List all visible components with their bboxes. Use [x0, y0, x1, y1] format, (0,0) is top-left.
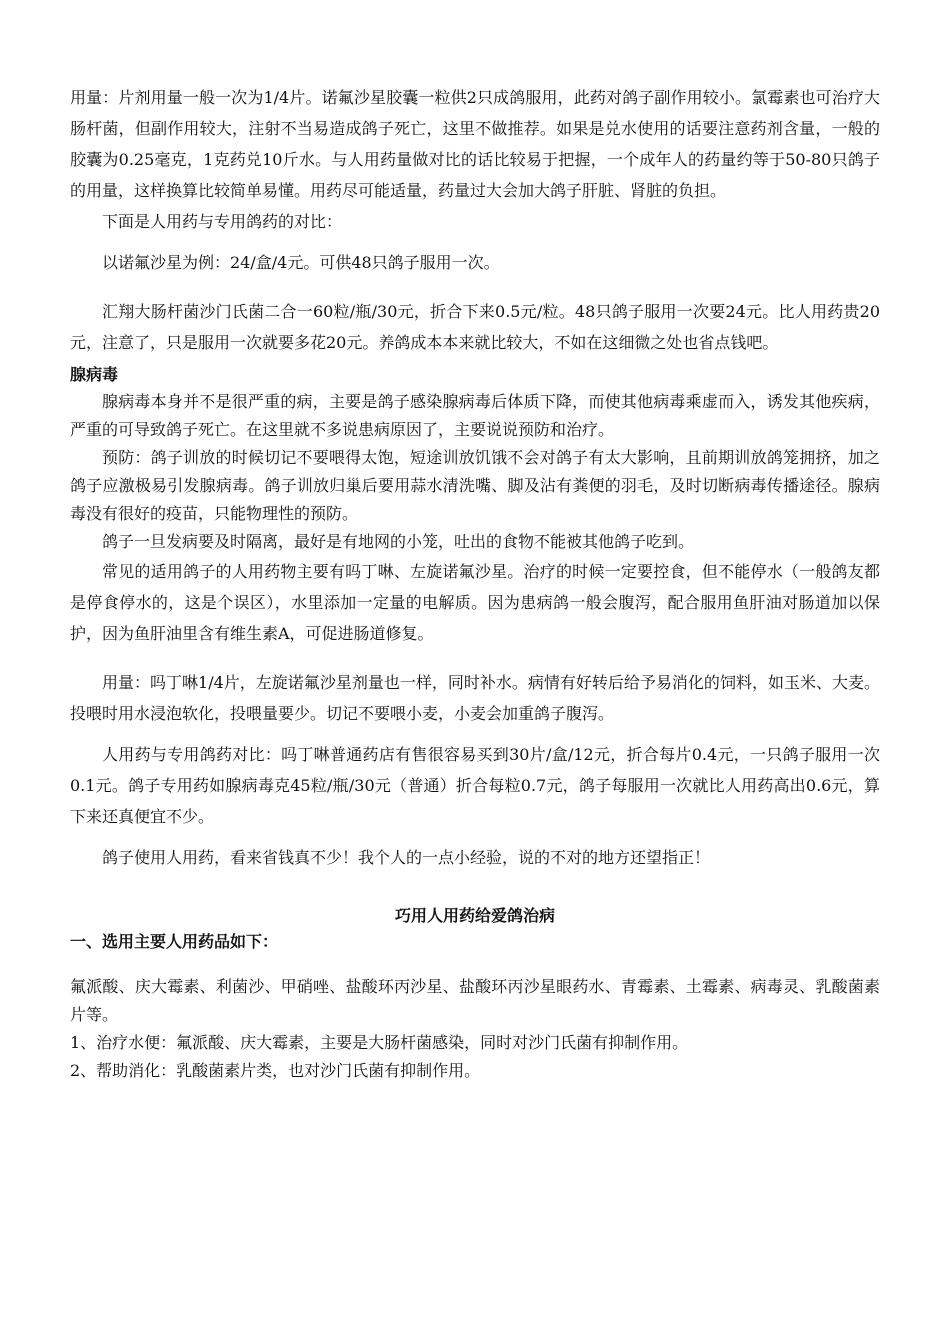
adenovirus-heading: 腺病毒 — [70, 365, 119, 384]
list-item: 2、帮助消化：乳酸菌素片类，也对沙门氏菌有抑制作用。 — [70, 1061, 481, 1080]
closing-remark: 鸽子使用人用药，看来省钱真不少！我个人的一点小经验，说的不对的地方还望指正！ — [102, 848, 711, 867]
dosage-paragraph: 用量：片剂用量一般一次为1/4片。诺氟沙星胶囊一粒供2只成鸽服用，此药对鸽子副作用较小。氯霉素也可治疗大肠杆菌，但副作用较大，注射不当易造成鸽子死亡，这里不做推荐。如果是兑水使用的话要注意药剂含量，一般的胶囊为0.25毫克，1克药兑10斤水。与人用药量做对比的话比较易于把握，一个成年人的药量约等于50-80只鸽子的用量，这样换算比较简单易懂。用药尽可能适量，药量过大会加大鸽子肝脏、肾脏的负担。 — [70, 88, 880, 200]
section-heading: 一、选用主要人用药品如下： — [70, 932, 279, 951]
norfloxacin-price: 以诺氟沙星为例：24/盒/4元。可供48只鸽子服用一次。 — [102, 253, 500, 272]
pigeon-drug-price: 汇翔大肠杆菌沙门氏菌二合一60粒/瓶/30元，折合下来0.5元/粒。48只鸽子服用一次要24元。比人用药贵20元，注意了，只是服用一次就要多花20元。养鸽成本本来就比较大，不如在这细微之处也省点钱吧。 — [70, 302, 880, 352]
comparison-intro: 下面是人用药与专用鸽药的对比： — [102, 212, 343, 231]
drug-list: 氟派酸、庆大霉素、利菌沙、甲硝唑、盐酸环丙沙星、盐酸环丙沙星眼药水、青霉素、土霉素、病毒灵、乳酸菌素片等。 — [70, 977, 880, 1024]
adenovirus-price-comparison: 人用药与专用鸽药对比：吗丁啉普通药店有售很容易买到30片/盒/12元，折合每片0.4元，一只鸽子服用一次0.1元。鸽子专用药如腺病毒克45粒/瓶/30元（普通）折合每粒0.7元，鸽子每服用一次就比人用药高出0.6元，算下来还真便宜不少。 — [70, 745, 880, 826]
adenovirus-dosage: 用量：吗丁啉1/4片，左旋诺氟沙星剂量也一样，同时补水。病情有好转后给予易消化的饲料，如玉米、大麦。投喂时用水浸泡软化，投喂量要少。切记不要喂小麦，小麦会加重鸽子腹泻。 — [70, 673, 880, 723]
isolation-paragraph: 鸽子一旦发病要及时隔离，最好是有地网的小笼，吐出的食物不能被其他鸽子吃到。 — [102, 532, 695, 551]
prevention-paragraph: 预防：鸽子训放的时候切记不要喂得太饱，短途训放饥饿不会对鸽子有太大影响，且前期训放鸽笼拥挤，加之鸽子应激极易引发腺病毒。鸽子训放归巢后要用蒜水清洗嘴、脚及沾有粪便的羽毛，及时切断病毒传播途径。腺病毒没有很好的疫苗，只能物理性的预防。 — [70, 448, 880, 523]
list-item: 1、治疗水便：氟派酸、庆大霉素，主要是大肠杆菌感染，同时对沙门氏菌有抑制作用。 — [70, 1033, 689, 1052]
treatment-paragraph: 常见的适用鸽子的人用药物主要有吗丁啉、左旋诺氟沙星。治疗的时候一定要控食，但不能停水（一般鸽友都是停食停水的，这是个误区），水里添加一定量的电解质。因为患病鸽一般会腹泻，配合服用鱼肝油对肠道加以保护，因为鱼肝油里含有维生素A，可促进肠道修复。 — [70, 562, 880, 643]
article-title: 巧用人用药给爱鸽治病 — [394, 906, 555, 925]
adenovirus-overview: 腺病毒本身并不是很严重的病，主要是鸽子感染腺病毒后体质下降，而使其他病毒乘虚而入，诱发其他疾病，严重的可导致鸽子死亡。在这里就不多说患病原因了，主要说说预防和治疗。 — [70, 392, 880, 439]
